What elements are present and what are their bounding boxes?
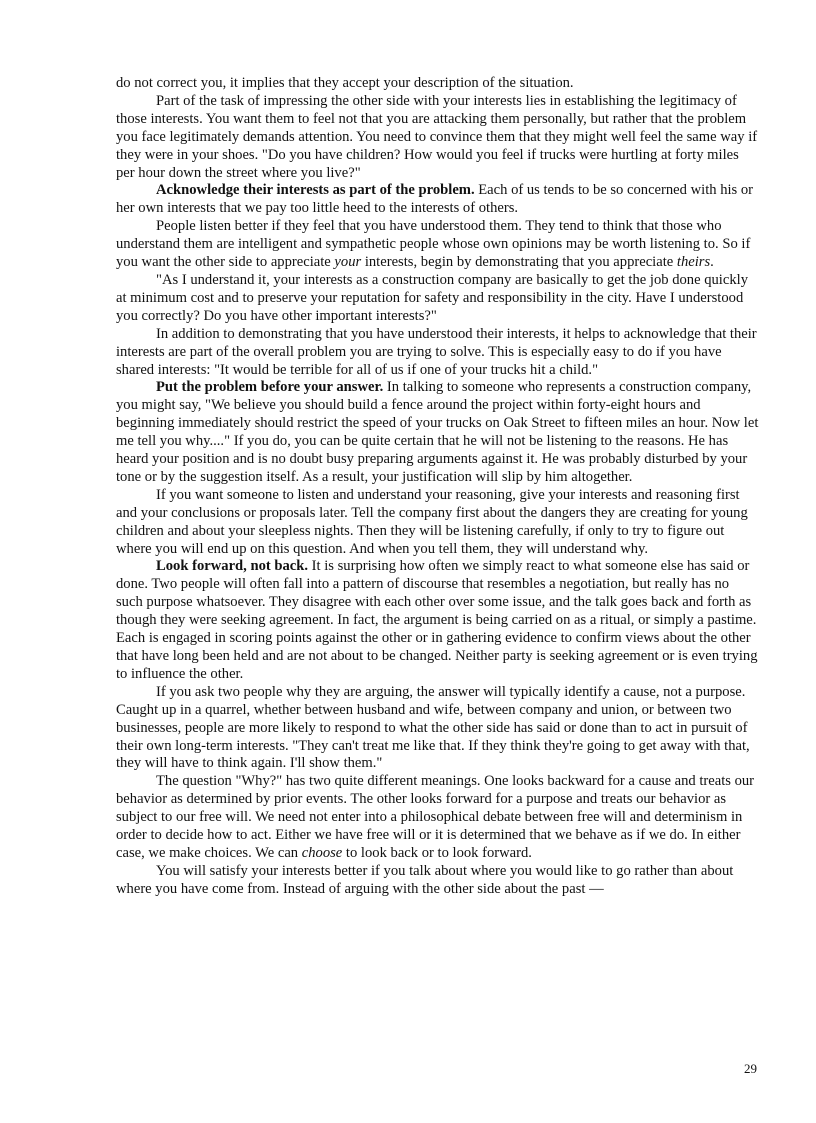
paragraph-text: It is surprising how often we simply react to what someone else has said or done. Two people will often fall into a pattern of discourse that resembles a negotiation, but really has no such purpose whatsoever. They disagree with each other over some issue, and the talk goes back and forth as though they were seeking agreement. In fact, the argument is being carried on as a ritual, or simply a pastime. Each is engaged in scoring points against the other or in gathering evidence to confirm views about the other that have long been held and are not about to be changed. Neither party is seeking agreement or is even trying to influence the other. xyxy=(116,558,758,682)
paragraph: Part of the task of impressing the other side with your interests lies in establishing the legitimacy of those interests. You want them to feel not that you are attacking them personally, but rather that the problem you face legitimately demands attention. You need to convince them that they might well feel the same way if they were in your shoes. "Do you have children? How would you feel if trucks were hurtling at forty miles per hour down the street where you live?" xyxy=(116,92,758,181)
section-heading: Look forward, not back. xyxy=(156,558,309,575)
section-heading: Acknowledge their interests as part of the problem. xyxy=(156,182,475,199)
paragraph: You will satisfy your interests better if you talk about where you would like to go rather than about where you have come from. Instead of arguing with the other side about the past — xyxy=(116,862,734,897)
paragraph xyxy=(116,379,759,486)
paragraph-text: interests, begin by demonstrating that you appreciate xyxy=(361,254,677,271)
section-heading: Put the problem before your answer. xyxy=(156,379,384,396)
paragraph: do not correct you, it implies that they accept your description of the situation. xyxy=(116,75,574,91)
emphasis: theirs xyxy=(676,254,711,271)
paragraph: "As I understand it, your interests as a construction company are basically to get the job done quickly at minimum cost and to preserve your reputation for safety and responsibility in the city. Have I understood you correctly? Do you have other important interests?" xyxy=(116,271,748,324)
paragraph: In addition to demonstrating that you have understood their interests, it helps to acknowledge that their interests are part of the overall problem you are trying to solve. This is especially easy to do if you have shared interests: "It would be terrible for all of us if one of your trucks hit a child." xyxy=(116,325,757,378)
paragraph xyxy=(116,558,759,683)
page-number: 29 xyxy=(744,1061,757,1076)
emphasis: choose xyxy=(301,844,343,861)
paragraph-text: Each of us tends to be so concerned with his or her own interests that we pay too little heed to the interests of others. xyxy=(116,182,754,217)
paragraph-text: to look back or to look forward. xyxy=(342,844,532,861)
paragraph-text: The question "Why?" has two quite different meanings. One looks backward for a cause and treats our behavior as determined by prior events. The other looks forward for a purpose and treats our behavior as subject to our free will. We need not enter into a philosophical debate between free will and determinism in order to decide how to act. Either we have free will or it is determined that we behave as if we do. In either case, we make choices. We can xyxy=(116,773,755,861)
paragraph-text: . xyxy=(710,254,714,271)
paragraph xyxy=(116,182,759,218)
emphasis: your xyxy=(334,254,362,271)
paragraph: If you ask two people why they are arguing, the answer will typically identify a cause, not a purpose. Caught up in a quarrel, whether between husband and wife, between company and union, or between two businesses, people are more likely to respond to what the other side has said or done than to act in pursuit of their own long-term interests. "They can't treat me like that. If they think they're going to get away with that, they will have to think again. I'll show them." xyxy=(116,683,750,772)
paragraph xyxy=(116,773,759,863)
paragraph: If you want someone to listen and understand your reasoning, give your interests and reasoning first and your conclusions or proposals later. Tell the company first about the dangers they are creating for young children and about your sleepless nights. Then they will be listening carefully, if only to try to figure out where you will end up on this question. And when you tell them, they will understand why. xyxy=(116,486,748,557)
body-text xyxy=(116,75,759,899)
paragraph-text: People listen better if they feel that you have understood them. They tend to think that those who understand them are intelligent and sympathetic people whose own opinions may be worth listening to. So if you want the other side to appreciate xyxy=(116,218,751,271)
paragraph-text: In talking to someone who represents a construction company, you might say, "We believe you should build a fence around the project within forty-eight hours and beginning immediately should restrict the speed of your trucks on Oak Street to fifteen miles an hour. Now let me tell you why...." If you do, you can be quite certain that he will not be listening to the reasons. He has heard your position and is no doubt busy preparing arguments against it. He was probably disturbed by your tone or by the suggestion itself. As a result, your justification will slip by him altogether. xyxy=(116,379,759,485)
paragraph xyxy=(116,218,759,272)
